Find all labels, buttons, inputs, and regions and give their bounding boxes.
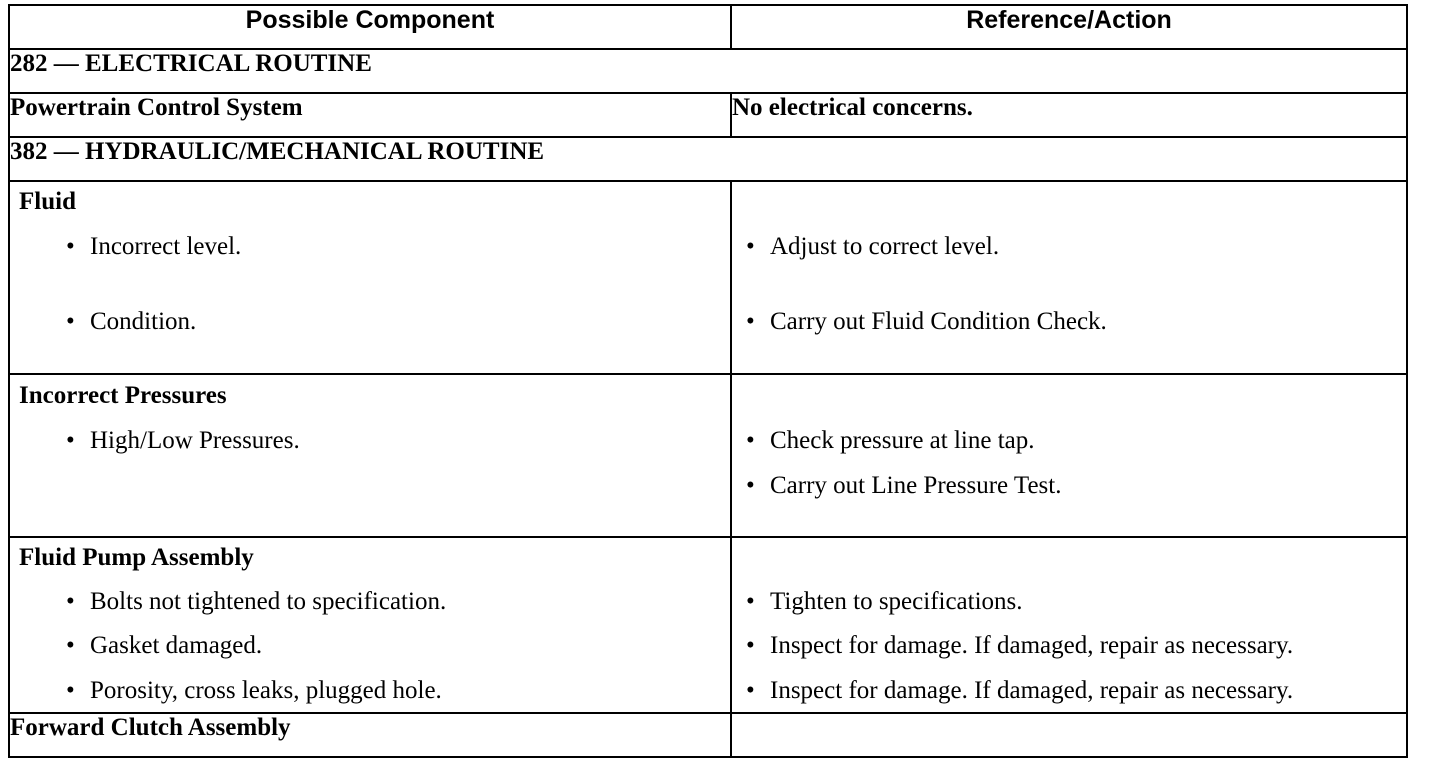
action-cell-fluid bbox=[731, 181, 1407, 374]
diagnosis-table bbox=[8, 4, 1408, 758]
action-cell-clutch bbox=[731, 713, 1407, 757]
header-possible-component: Possible Component bbox=[9, 5, 731, 49]
action-inspect-damage: Inspect for damage. If damaged, repair as necessary. bbox=[770, 632, 1294, 659]
bullet-icon: • bbox=[746, 472, 755, 499]
component-fluid: Fluid bbox=[19, 188, 76, 215]
bullet-icon: • bbox=[66, 427, 75, 454]
table-row-pump bbox=[9, 537, 1407, 713]
bullet-icon: • bbox=[746, 632, 755, 659]
bullet-icon: • bbox=[66, 632, 75, 659]
list-item bbox=[746, 307, 1107, 337]
list-item bbox=[66, 631, 262, 661]
item-porosity-cross-leaks: Porosity, cross leaks, plugged hole. bbox=[90, 677, 442, 704]
list-item bbox=[746, 471, 1061, 501]
list-item bbox=[66, 426, 300, 456]
bullet-icon: • bbox=[66, 233, 75, 260]
action-cell-pressures bbox=[731, 374, 1407, 537]
list-item bbox=[746, 232, 999, 262]
table-row-powertrain bbox=[9, 93, 1407, 137]
component-forward-clutch-assembly: Forward Clutch Assembly bbox=[9, 713, 731, 757]
list-item bbox=[66, 676, 442, 706]
list-item bbox=[746, 426, 1035, 456]
list-item bbox=[66, 307, 196, 337]
bullet-icon: • bbox=[746, 588, 755, 615]
component-cell-fluid bbox=[9, 181, 731, 374]
item-bolts-not-tightened: Bolts not tightened to specification. bbox=[90, 588, 447, 615]
action-line-pressure-test: Carry out Line Pressure Test. bbox=[770, 472, 1062, 499]
component-incorrect-pressures: Incorrect Pressures bbox=[19, 382, 227, 409]
component-powertrain-control-system: Powertrain Control System bbox=[9, 93, 731, 137]
list-item bbox=[746, 676, 1293, 706]
table-row-pressures bbox=[9, 374, 1407, 537]
item-condition: Condition. bbox=[90, 308, 197, 335]
action-fluid-condition-check: Carry out Fluid Condition Check. bbox=[770, 308, 1107, 335]
list-item bbox=[746, 631, 1293, 661]
table-row-fluid bbox=[9, 181, 1407, 374]
section-hydraulic-mechanical-routine: 382 — HYDRAULIC/MECHANICAL ROUTINE bbox=[9, 137, 1407, 181]
bullet-icon: • bbox=[746, 308, 755, 335]
bullet-icon: • bbox=[746, 677, 755, 704]
item-gasket-damaged: Gasket damaged. bbox=[90, 632, 263, 659]
component-cell-pressures bbox=[9, 374, 731, 537]
bullet-icon: • bbox=[746, 427, 755, 454]
header-row bbox=[9, 5, 1407, 49]
bullet-icon: • bbox=[746, 233, 755, 260]
section-row-electrical bbox=[9, 49, 1407, 93]
action-tighten-specs: Tighten to specifications. bbox=[770, 588, 1023, 615]
action-cell-pump bbox=[731, 537, 1407, 713]
item-incorrect-level: Incorrect level. bbox=[90, 233, 242, 260]
section-row-hydraulic bbox=[9, 137, 1407, 181]
item-high-low-pressures: High/Low Pressures. bbox=[90, 427, 300, 454]
action-inspect-damage: Inspect for damage. If damaged, repair as necessary. bbox=[770, 677, 1294, 704]
bullet-icon: • bbox=[66, 677, 75, 704]
list-item bbox=[66, 232, 241, 262]
component-fluid-pump-assembly: Fluid Pump Assembly bbox=[19, 544, 254, 571]
section-electrical-routine: 282 — ELECTRICAL ROUTINE bbox=[9, 49, 1407, 93]
table-row-clutch bbox=[9, 713, 1407, 757]
list-item bbox=[66, 587, 446, 617]
list-item bbox=[746, 587, 1023, 617]
bullet-icon: • bbox=[66, 308, 75, 335]
action-check-pressure: Check pressure at line tap. bbox=[770, 427, 1035, 454]
component-cell-pump bbox=[9, 537, 731, 713]
action-no-electrical-concerns: No electrical concerns. bbox=[731, 93, 1407, 137]
bullet-icon: • bbox=[66, 588, 75, 615]
action-adjust-level: Adjust to correct level. bbox=[770, 233, 1000, 260]
header-reference-action: Reference/Action bbox=[731, 5, 1407, 49]
